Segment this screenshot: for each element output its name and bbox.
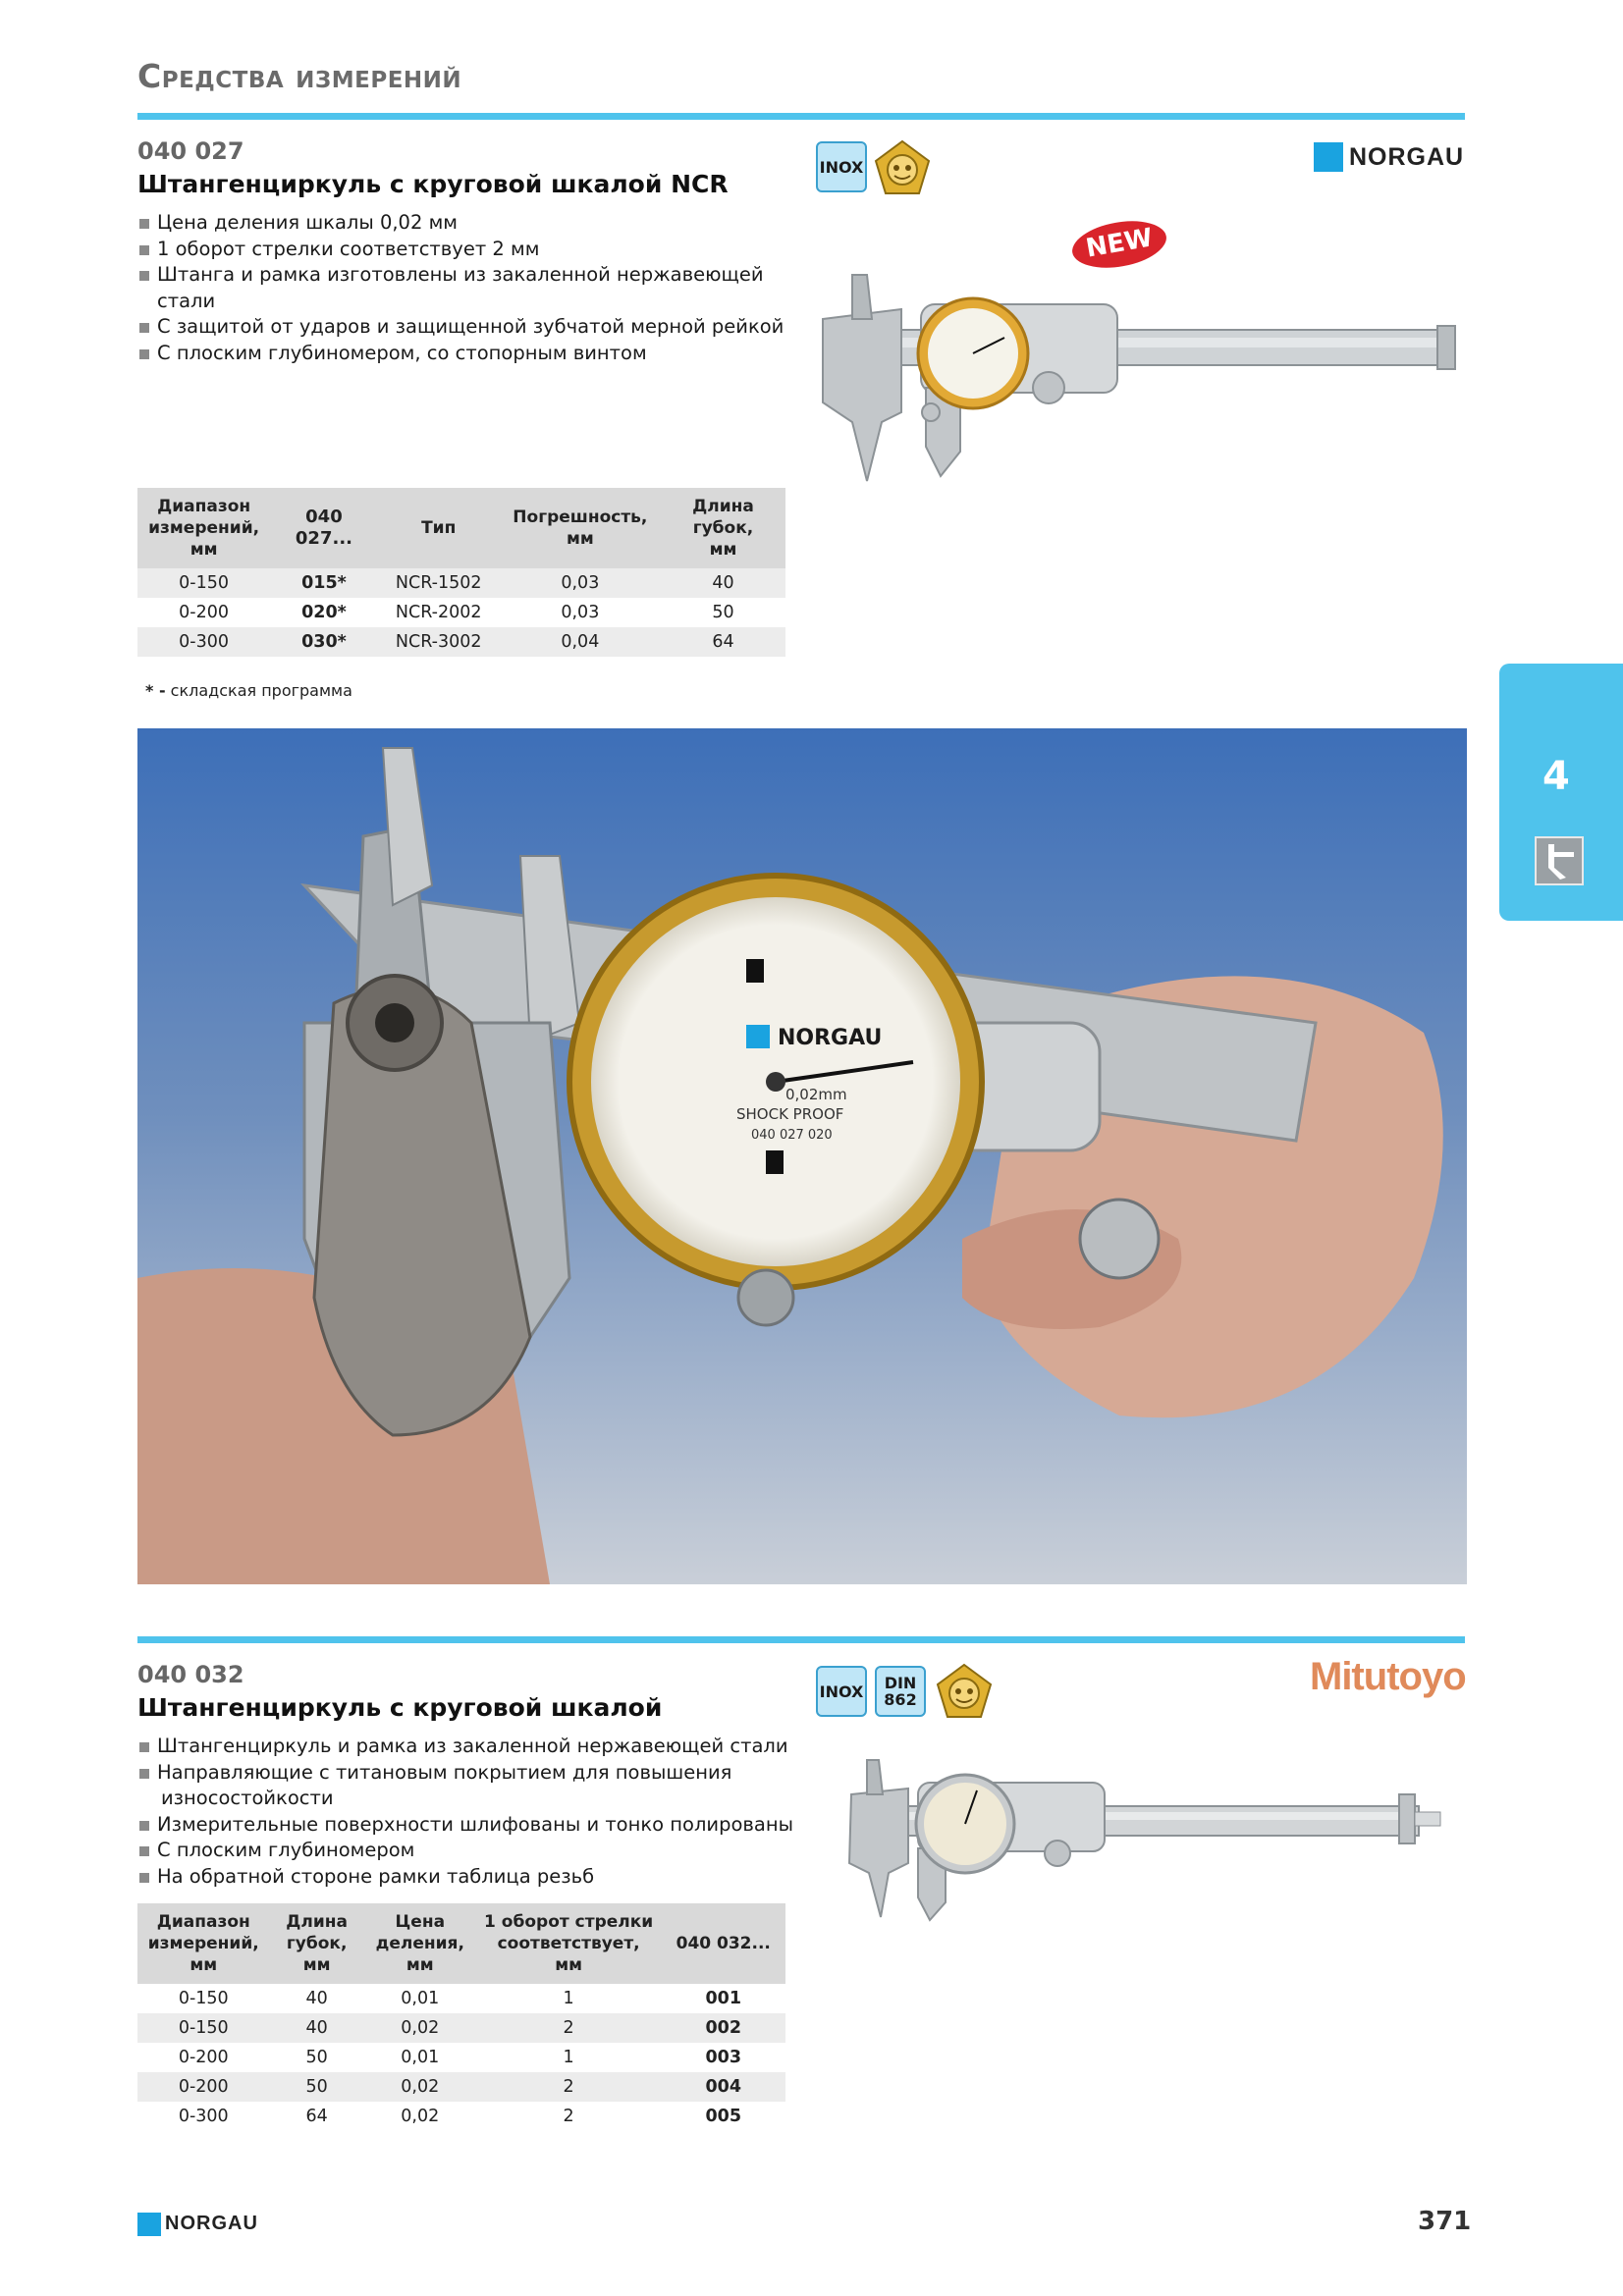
product1-features: [137, 210, 805, 366]
table-cell: 001: [705, 1989, 741, 2008]
table-cell: 40: [305, 1989, 328, 2008]
table-cell: 50: [269, 2072, 363, 2102]
footnote-mark: * -: [145, 681, 166, 700]
table-cell: 0,02: [401, 2107, 440, 2126]
feature-item-continued: [137, 1786, 805, 1812]
dial-caliper-image: [813, 265, 1465, 491]
dial-text-1: 0,02mm: [785, 1086, 847, 1103]
norgau-logo-text: NORGAU: [1349, 143, 1465, 171]
feature-item: На обратной стороне рамки таблица резьб: [137, 1864, 805, 1891]
table-cell: NCR-2002: [395, 603, 482, 622]
dial-brand-text: NORGAU: [778, 1026, 883, 1050]
quality-seal-icon: [936, 1663, 993, 1720]
feature-item: Штанга и рамка изготовлены из закаленной нержавеющей стали: [137, 262, 805, 314]
footnote-text: складская программа: [170, 681, 352, 700]
inox-badge: INOX: [816, 1666, 867, 1717]
table-cell: 1: [563, 1989, 574, 2008]
table-cell: 40: [661, 568, 785, 598]
table-cell: NCR-1502: [378, 568, 500, 598]
table-cell: 0,02: [364, 2072, 476, 2102]
product2-code: 040 032: [137, 1661, 244, 1688]
table-cell: 2: [476, 2013, 662, 2043]
feature-item: 1 оборот стрелки соответствует 2 мм: [137, 237, 805, 263]
dial-text-3: 040 027 020: [751, 1128, 833, 1143]
table-cell: 2: [563, 2107, 574, 2126]
table-cell: 64: [305, 2107, 328, 2126]
footnote: [145, 681, 352, 700]
chapter-number: 4: [1542, 754, 1570, 799]
table-row: [137, 598, 785, 627]
dial-caliper-image: [839, 1755, 1448, 1922]
table-cell: 0-200: [178, 2048, 229, 2067]
feature-item: Измерительные поверхности шлифованы и тонко полированы: [137, 1812, 805, 1839]
table-cell: 0-150: [137, 568, 270, 598]
table-row: [137, 2013, 785, 2043]
product2-rule: [137, 1636, 1465, 1643]
col-header: 040 032...: [661, 1903, 785, 1984]
quality-seal-icon: [874, 139, 931, 196]
col-header: Цена деления, мм: [364, 1903, 476, 1984]
table-cell: 003: [705, 2048, 741, 2067]
new-badge: [1068, 218, 1170, 271]
table-cell: 0-300: [137, 627, 270, 657]
product2-features: [137, 1734, 805, 1890]
product-photo: [137, 728, 1467, 1584]
table-cell: 0-150: [178, 1989, 229, 2008]
table-cell: 50: [712, 603, 734, 622]
norgau-logo-square: [1314, 142, 1343, 172]
table-cell: 0,03: [500, 568, 661, 598]
table-cell: 015*: [270, 568, 378, 598]
table-row: [137, 627, 785, 657]
table-cell: NCR-3002: [378, 627, 500, 657]
header-rule: [137, 113, 1465, 120]
table-cell: 64: [661, 627, 785, 657]
dial-text-2: SHOCK PROOF: [736, 1105, 844, 1123]
feature-item: Штангенциркуль и рамка из закаленной нержавеющей стали: [137, 1734, 805, 1760]
table-cell: 0-150: [137, 2013, 269, 2043]
table-cell: 0-300: [178, 2107, 229, 2126]
product1-spec-table: [137, 488, 785, 657]
table-cell: 0-200: [179, 603, 230, 622]
table-cell: 1: [563, 2048, 574, 2067]
feature-item: С плоским глубиномером: [137, 1838, 805, 1864]
table-cell: 0,04: [500, 627, 661, 657]
table-cell: 002: [661, 2013, 785, 2043]
table-cell: 0,03: [561, 603, 600, 622]
feature-item: С защитой от ударов и защищенной зубчатой мерной рейкой: [137, 314, 805, 341]
col-header: Погрешность, мм: [500, 488, 661, 568]
table-cell: 2: [476, 2072, 662, 2102]
col-header: Длина губок, мм: [661, 488, 785, 568]
inox-badge: INOX: [816, 141, 867, 192]
table-cell: 005: [705, 2107, 741, 2126]
product2-spec-table: [137, 1903, 785, 2131]
section-title: Средства измерений: [137, 57, 462, 95]
table-cell: 0-200: [137, 2072, 269, 2102]
din-badge: [875, 1666, 926, 1717]
table-row: [137, 2043, 785, 2072]
caliper-icon: [1535, 836, 1584, 885]
table-cell: 0,02: [364, 2013, 476, 2043]
col-header: Тип: [378, 488, 500, 568]
din-label: DIN: [884, 1674, 917, 1692]
product1-code: 040 027: [137, 137, 244, 165]
page-number: 371: [1418, 2207, 1472, 2236]
feature-item: С плоским глубиномером, со стопорным винтом: [137, 341, 805, 367]
product2-title: Штангенциркуль с круговой шкалой: [137, 1693, 663, 1722]
feature-continuation: износостойкости: [161, 1787, 334, 1809]
table-cell: 020*: [301, 603, 347, 622]
footer-logo-square: [137, 2213, 161, 2236]
chapter-tab[interactable]: [1499, 664, 1623, 921]
col-header: 1 оборот стрелки соответствует, мм: [476, 1903, 662, 1984]
din-number: 862: [884, 1690, 917, 1709]
table-row: [137, 2102, 785, 2131]
table-cell: 0,01: [401, 1989, 440, 2008]
product1-title: Штангенциркуль с круговой шкалой NCR: [137, 170, 729, 198]
table-row: [137, 2072, 785, 2102]
new-badge-label: NEW: [1083, 223, 1156, 264]
table-cell: 40: [269, 2013, 363, 2043]
table-cell: 50: [305, 2048, 328, 2067]
table-row: [137, 568, 785, 598]
table-cell: 0,01: [401, 2048, 440, 2067]
col-header: Диапазон измерений, мм: [137, 1903, 269, 1984]
feature-item: Направляющие с титановым покрытием для повышения: [137, 1760, 805, 1787]
table-cell: 004: [661, 2072, 785, 2102]
footer-logo-text: NORGAU: [165, 2213, 258, 2234]
feature-item: Цена деления шкалы 0,02 мм: [137, 210, 805, 237]
table-row: [137, 1984, 785, 2013]
col-header: Длина губок, мм: [269, 1903, 363, 1984]
col-header: Диапазон измерений, мм: [137, 488, 270, 568]
mitutoyo-logo: Mitutoyo: [1310, 1655, 1466, 1698]
table-cell: 030*: [270, 627, 378, 657]
col-header: 040 027...: [270, 488, 378, 568]
